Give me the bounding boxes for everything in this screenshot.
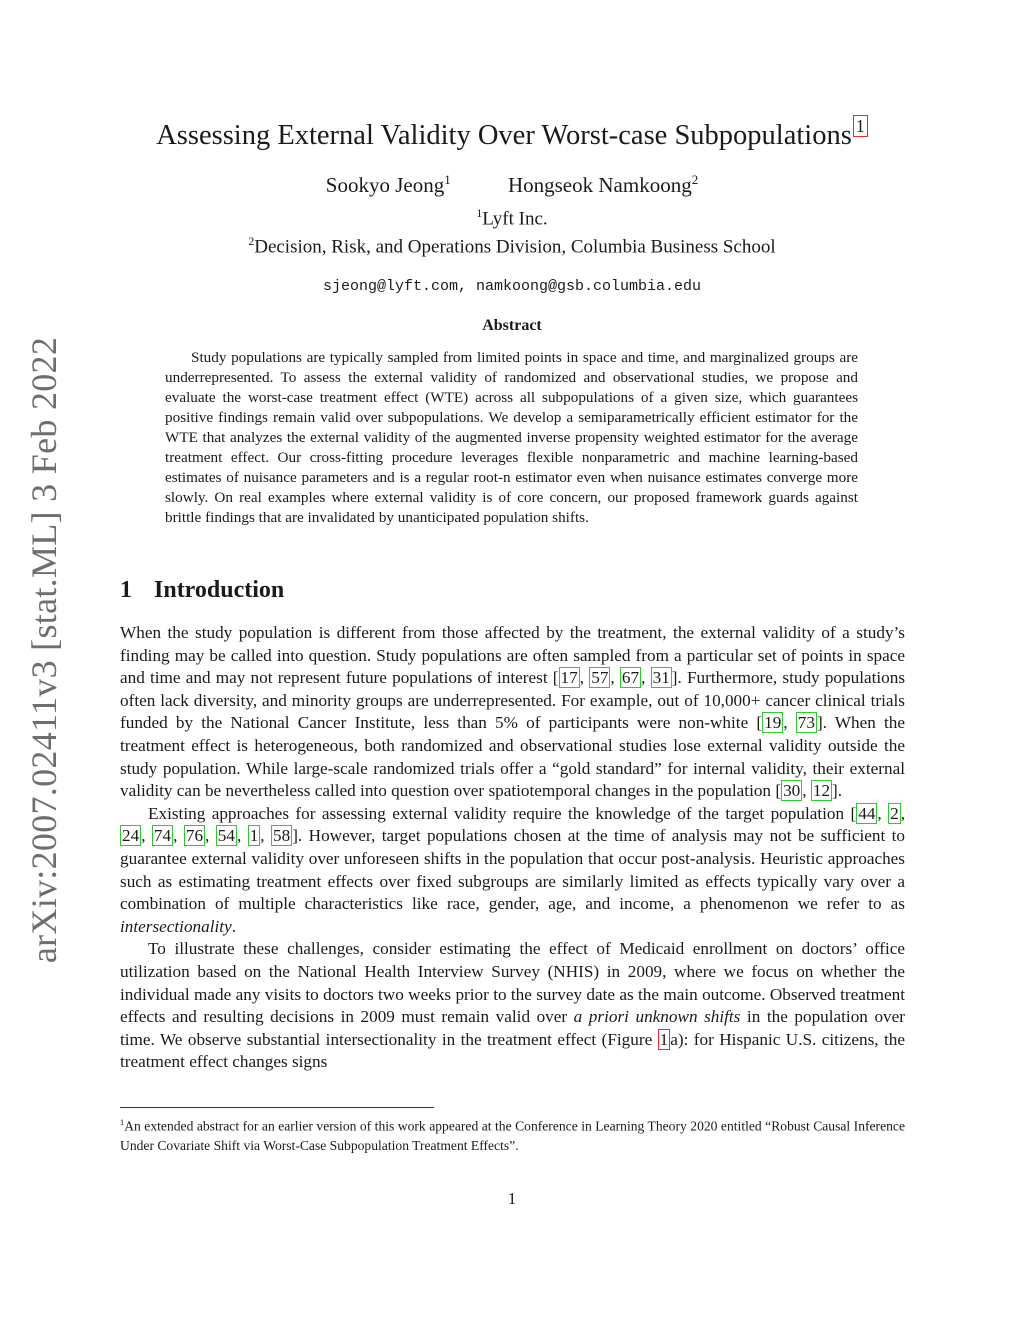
title-footnote-link[interactable]: 1 (853, 115, 868, 137)
introduction-body (120, 622, 905, 1074)
citation-link[interactable]: 2 (890, 803, 899, 823)
affiliation-2 (0, 235, 1024, 258)
footnote-text: An extended abstract for an earlier version of this work appeared at the Conference in Learning Theory 2020 entitled “Robust Causal Inference Under Covariate Shift via Worst-Case Subpopulation Treatment Effects”. (120, 1118, 905, 1153)
affiliation-2-name: Decision, Risk, and Operations Division, Columbia Business School (254, 236, 776, 258)
arxiv-identifier-stamp (14, 336, 74, 964)
footnote-mark: 1 (120, 1117, 125, 1127)
paragraph-text: in the population over time. We observe substantial intersectionality in the treatment effect (Figure (120, 1007, 905, 1049)
citation-link[interactable]: 73 (797, 713, 815, 733)
citation-link[interactable]: 67 (621, 668, 640, 688)
citation-link[interactable]: 54 (217, 826, 235, 846)
section-heading (120, 577, 284, 604)
intro-paragraph-1: When the study population is different from those affected by the treatment, the external validity of a study’s finding may be called into question. Study populations are often sampled from a particular set of points in space and time and may not represent future populations of interest [ 17 , 57 , 67 , 31 ]. Furthermore, study populations often lack diversity, and minority groups are underrepresented. For example, out of 10,000+ cancer clinical trials funded by the National Cancer Institute, less than 5% of participants were non-white [ 19 , 73 ]. When the treatment effect is heterogeneous, both randomized and observational studies lose external validity outside the study population. While large-scale randomized trials offer a “gold standard” for internal validity, their external validity can be nevertheless called into question over spatiotemporal changes in the population [ 30 , 12 ]. (120, 623, 906, 801)
citation-link[interactable]: 12 (812, 781, 831, 801)
author-1-affiliation-mark: 1 (444, 172, 451, 187)
author-2-affiliation-mark: 2 (691, 172, 699, 187)
citation-link[interactable]: 24 (122, 826, 140, 846)
paragraph-text: To illustrate these challenges, consider estimating the effect of Medicaid enrollment on doctors’ office utilization based on the National Health Interview Survey (NHIS) in 2009, where we focus on whether the individual made any visits to doctors two weeks prior to the survey date as the main outcome. Observed treatment effects and resulting decisions in 2009 must remain valid over (120, 939, 905, 1027)
section-title: Introduction (154, 577, 285, 603)
paragraph-text: ]. (832, 781, 843, 801)
citation-link[interactable]: 17 (560, 668, 578, 688)
footnote-divider (120, 1107, 434, 1108)
affiliation-1 (0, 207, 1024, 230)
author-list (0, 172, 1024, 198)
emphasized-term: intersectionality (120, 916, 232, 936)
affiliation-1-mark: 1 (476, 207, 483, 220)
paper-title-text: Assessing External Validity Over Worst-case Subpopulations (156, 120, 852, 151)
paragraph-text: ]. When the treatment effect is heterogeneous, both randomized and observational studies lose external validity outside the study population. While large-scale randomized trials offer a “gold standard” for internal validity, their external validity can be nevertheless called into question over spatiotemporal changes in the population [ (120, 713, 906, 801)
page-number: 1 (507, 1189, 517, 1208)
author-2 (508, 173, 698, 197)
paragraph-text: When the study population is different from those affected by the treatment, the external validity of a study’s finding may be called into question. Study populations are often sampled from a particular set of points in space and time and may not represent future populations of interest [ (120, 623, 905, 688)
intro-paragraph-2: Existing approaches for assessing external validity require the knowledge of the target population [ 44 , 2 , 24 , 74 , 76 , 54 , 1 , 58 ]. However, target populations chosen at the time of analysis may not be sufficient to guarantee external validity over unforeseen shifts in the population that occur post-analysis. Heuristic approaches such as estimating treatment effects over fixed subgroups are similarly limited as effects typically vary over a combination of multiple characteristics like race, gender, age, and income, a phenomenon we refer to as intersectionality. (120, 803, 906, 936)
paragraph-text: Existing approaches for assessing external validity require the knowledge of the target population [ (148, 803, 857, 823)
arxiv-identifier-text: arXiv:2007.02411v3 [stat.ML] 3 Feb 2022 (24, 336, 64, 964)
affiliation-1-name: Lyft Inc. (482, 208, 548, 230)
abstract-text: Study populations are typically sampled from limited points in space and time, and marginalized groups are underrepresented. To assess the external validity of randomized and observational studies, we propose and evaluate the worst-case treatment effect (WTE) across all subpopulations of a given size, which guarantees positive findings remain valid over subpopulations. We develop a semiparametrically efficient estimator for the WTE that analyzes the external validity of the augmented inverse propensity weighted estimator for the average treatment effect. Our cross-fitting procedure leverages flexible nonparametric and machine learning-based estimates of nuisance parameters and is a regular root-n estimator even when nuisance estimates converge more slowly. On real examples where external validity is of core concern, our proposed framework guards against brittle findings that are invalidated by unanticipated population shifts. (165, 349, 858, 526)
section-number: 1 (120, 577, 132, 603)
footnote (120, 1113, 905, 1155)
author-2-name: Hongseok Namkoong (507, 173, 692, 197)
author-emails: sjeong@lyft.com, namkoong@gsb.columbia.edu (322, 278, 702, 295)
citation-link[interactable]: 44 (858, 803, 876, 823)
figure-reference-link[interactable]: 1 (659, 1029, 669, 1049)
citation-link[interactable]: 76 (185, 826, 204, 846)
author-1 (326, 173, 451, 197)
abstract-heading: Abstract (482, 317, 542, 334)
intro-paragraph-3 (120, 938, 905, 1074)
citation-link[interactable]: 19 (764, 713, 782, 733)
emphasized-phrase: a priori unknown shifts (573, 1007, 741, 1027)
affiliation-2-mark: 2 (248, 235, 255, 248)
citation-link[interactable]: 30 (783, 781, 801, 801)
paragraph-text: a): for Hispanic U.S. citizens, the treatment effect changes signs (120, 1029, 905, 1072)
citation-link[interactable]: 57 (591, 668, 609, 688)
paragraph-text: . (231, 916, 236, 936)
citation-link[interactable]: 58 (273, 826, 291, 846)
citation-link[interactable]: 1 (249, 826, 259, 846)
author-1-name: Sookyo Jeong (325, 173, 445, 197)
paragraph-text: ]. Furthermore, study populations often lack diversity, and minority groups are underrepresented. For example, out of 10,000+ cancer clinical trials funded by the National Cancer Institute, less than 5% of participants were non-white [ (120, 668, 906, 733)
paragraph-text: ]. However, target populations chosen at the time of analysis may not be sufficient to guarantee external validity over unforeseen shifts in the population that occur post-analysis. Heuristic approaches such as estimating treatment effects over fixed subgroups are similarly limited as effects typically vary over a combination of multiple characteristics like race, gender, age, and income, a phenomenon we refer to as (120, 826, 906, 914)
citation-link[interactable]: 31 (652, 668, 670, 688)
citation-link[interactable]: 74 (153, 826, 172, 846)
paper-title (0, 115, 1024, 152)
